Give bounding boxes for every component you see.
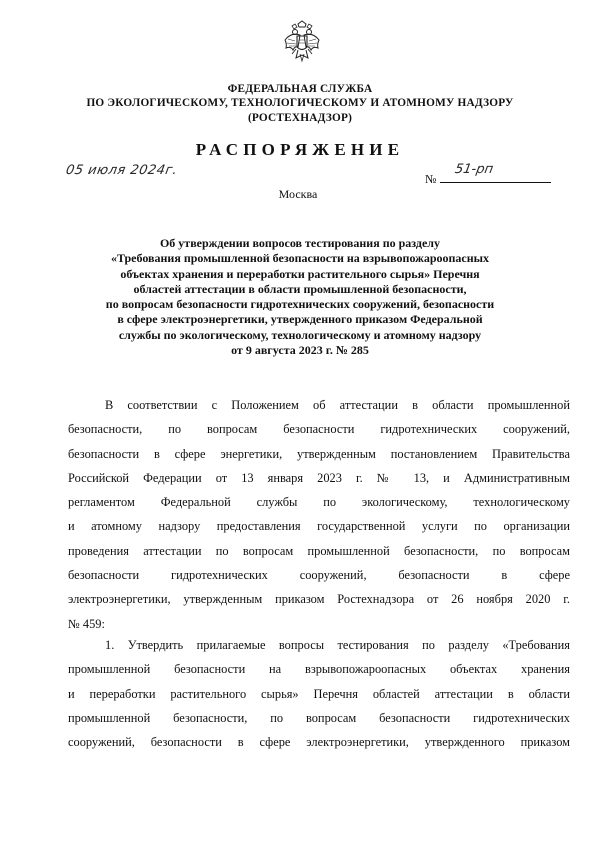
text-line: и атомному надзору предоставления государственной услуги по организации (68, 519, 570, 534)
title-line: от 9 августа 2023 г. № 285 (231, 343, 369, 358)
number-label: № (425, 172, 437, 186)
title-line: службы по экологическому, технологическому и атомному надзору (118, 327, 482, 342)
text-line: сооружений, безопасности в сфере электроэнергетики, утвержденного приказом (68, 735, 570, 750)
agency-name-line2: ПО ЭКОЛОГИЧЕСКОМУ, ТЕХНОЛОГИЧЕСКОМУ И АТОМНОМУ НАДЗОРУ (86, 97, 514, 109)
text-line: электроэнергетики, утвержденным приказом Ростехнадзора от 26 ноября 2020 г. (68, 592, 570, 607)
title-line: Об утверждении вопросов тестирования по разделу (159, 236, 441, 250)
text-line: безопасности гидротехнических сооружений, безопасности в сфере (68, 568, 570, 583)
title-line: объектах хранения и переработки растительного сырья» Перечня (120, 266, 480, 281)
number-underline (440, 182, 551, 183)
text-line: проведения аттестации по вопросам промышленной безопасности, по вопросам (68, 543, 570, 558)
agency-name-line1: ФЕДЕРАЛЬНАЯ СЛУЖБА (227, 83, 373, 95)
russian-coat-of-arms-icon (283, 20, 321, 64)
city: Москва (278, 187, 318, 201)
text-line: В соответствии с Положением об аттестации в области промышленной (105, 398, 570, 412)
title-line: по вопросам безопасности гидротехнических сооружений, безопасности (105, 297, 495, 312)
agency-abbreviation: (РОСТЕХНАДЗОР) (247, 112, 353, 124)
text-line: безопасности, по вопросам безопасности гидротехнических сооружений, (68, 422, 570, 437)
clause-1-paragraph (68, 633, 570, 754)
text-line: промышленной безопасности на взрывопожароопасных объектах хранения (68, 662, 570, 677)
document-number: 51-рп (453, 162, 495, 177)
text-line: Российской Федерации от 13 января 2023 г. № 13, и Административным (68, 470, 570, 485)
text-line: 1. Утвердить прилагаемые вопросы тестирования по разделу «Требования (105, 638, 570, 652)
text-line: и переработки растительного сырья» Перечня областей аттестации в области (68, 686, 570, 701)
document-date: 05 июля 2024г. (64, 163, 179, 178)
document-title (70, 236, 530, 358)
title-line: в сфере электроэнергетики, утвержденного приказом Федеральной (117, 312, 483, 327)
text-line: безопасности в сфере энергетики, утвержденным постановлением Правительства (68, 446, 570, 461)
text-line: № 459: (68, 616, 105, 631)
title-line: «Требования промышленной безопасности на взрывопожароопасных (110, 251, 490, 266)
title-line: областей аттестации в области промышленной безопасности, (133, 281, 467, 296)
text-line: промышленной безопасности, по вопросам безопасности гидротехнических (68, 710, 570, 725)
text-line: регламентом Федеральной службы по экологическому, технологическому (68, 495, 570, 510)
preamble-paragraph (68, 393, 570, 636)
document-type: РАСПОРЯЖЕНИЕ (195, 140, 405, 159)
